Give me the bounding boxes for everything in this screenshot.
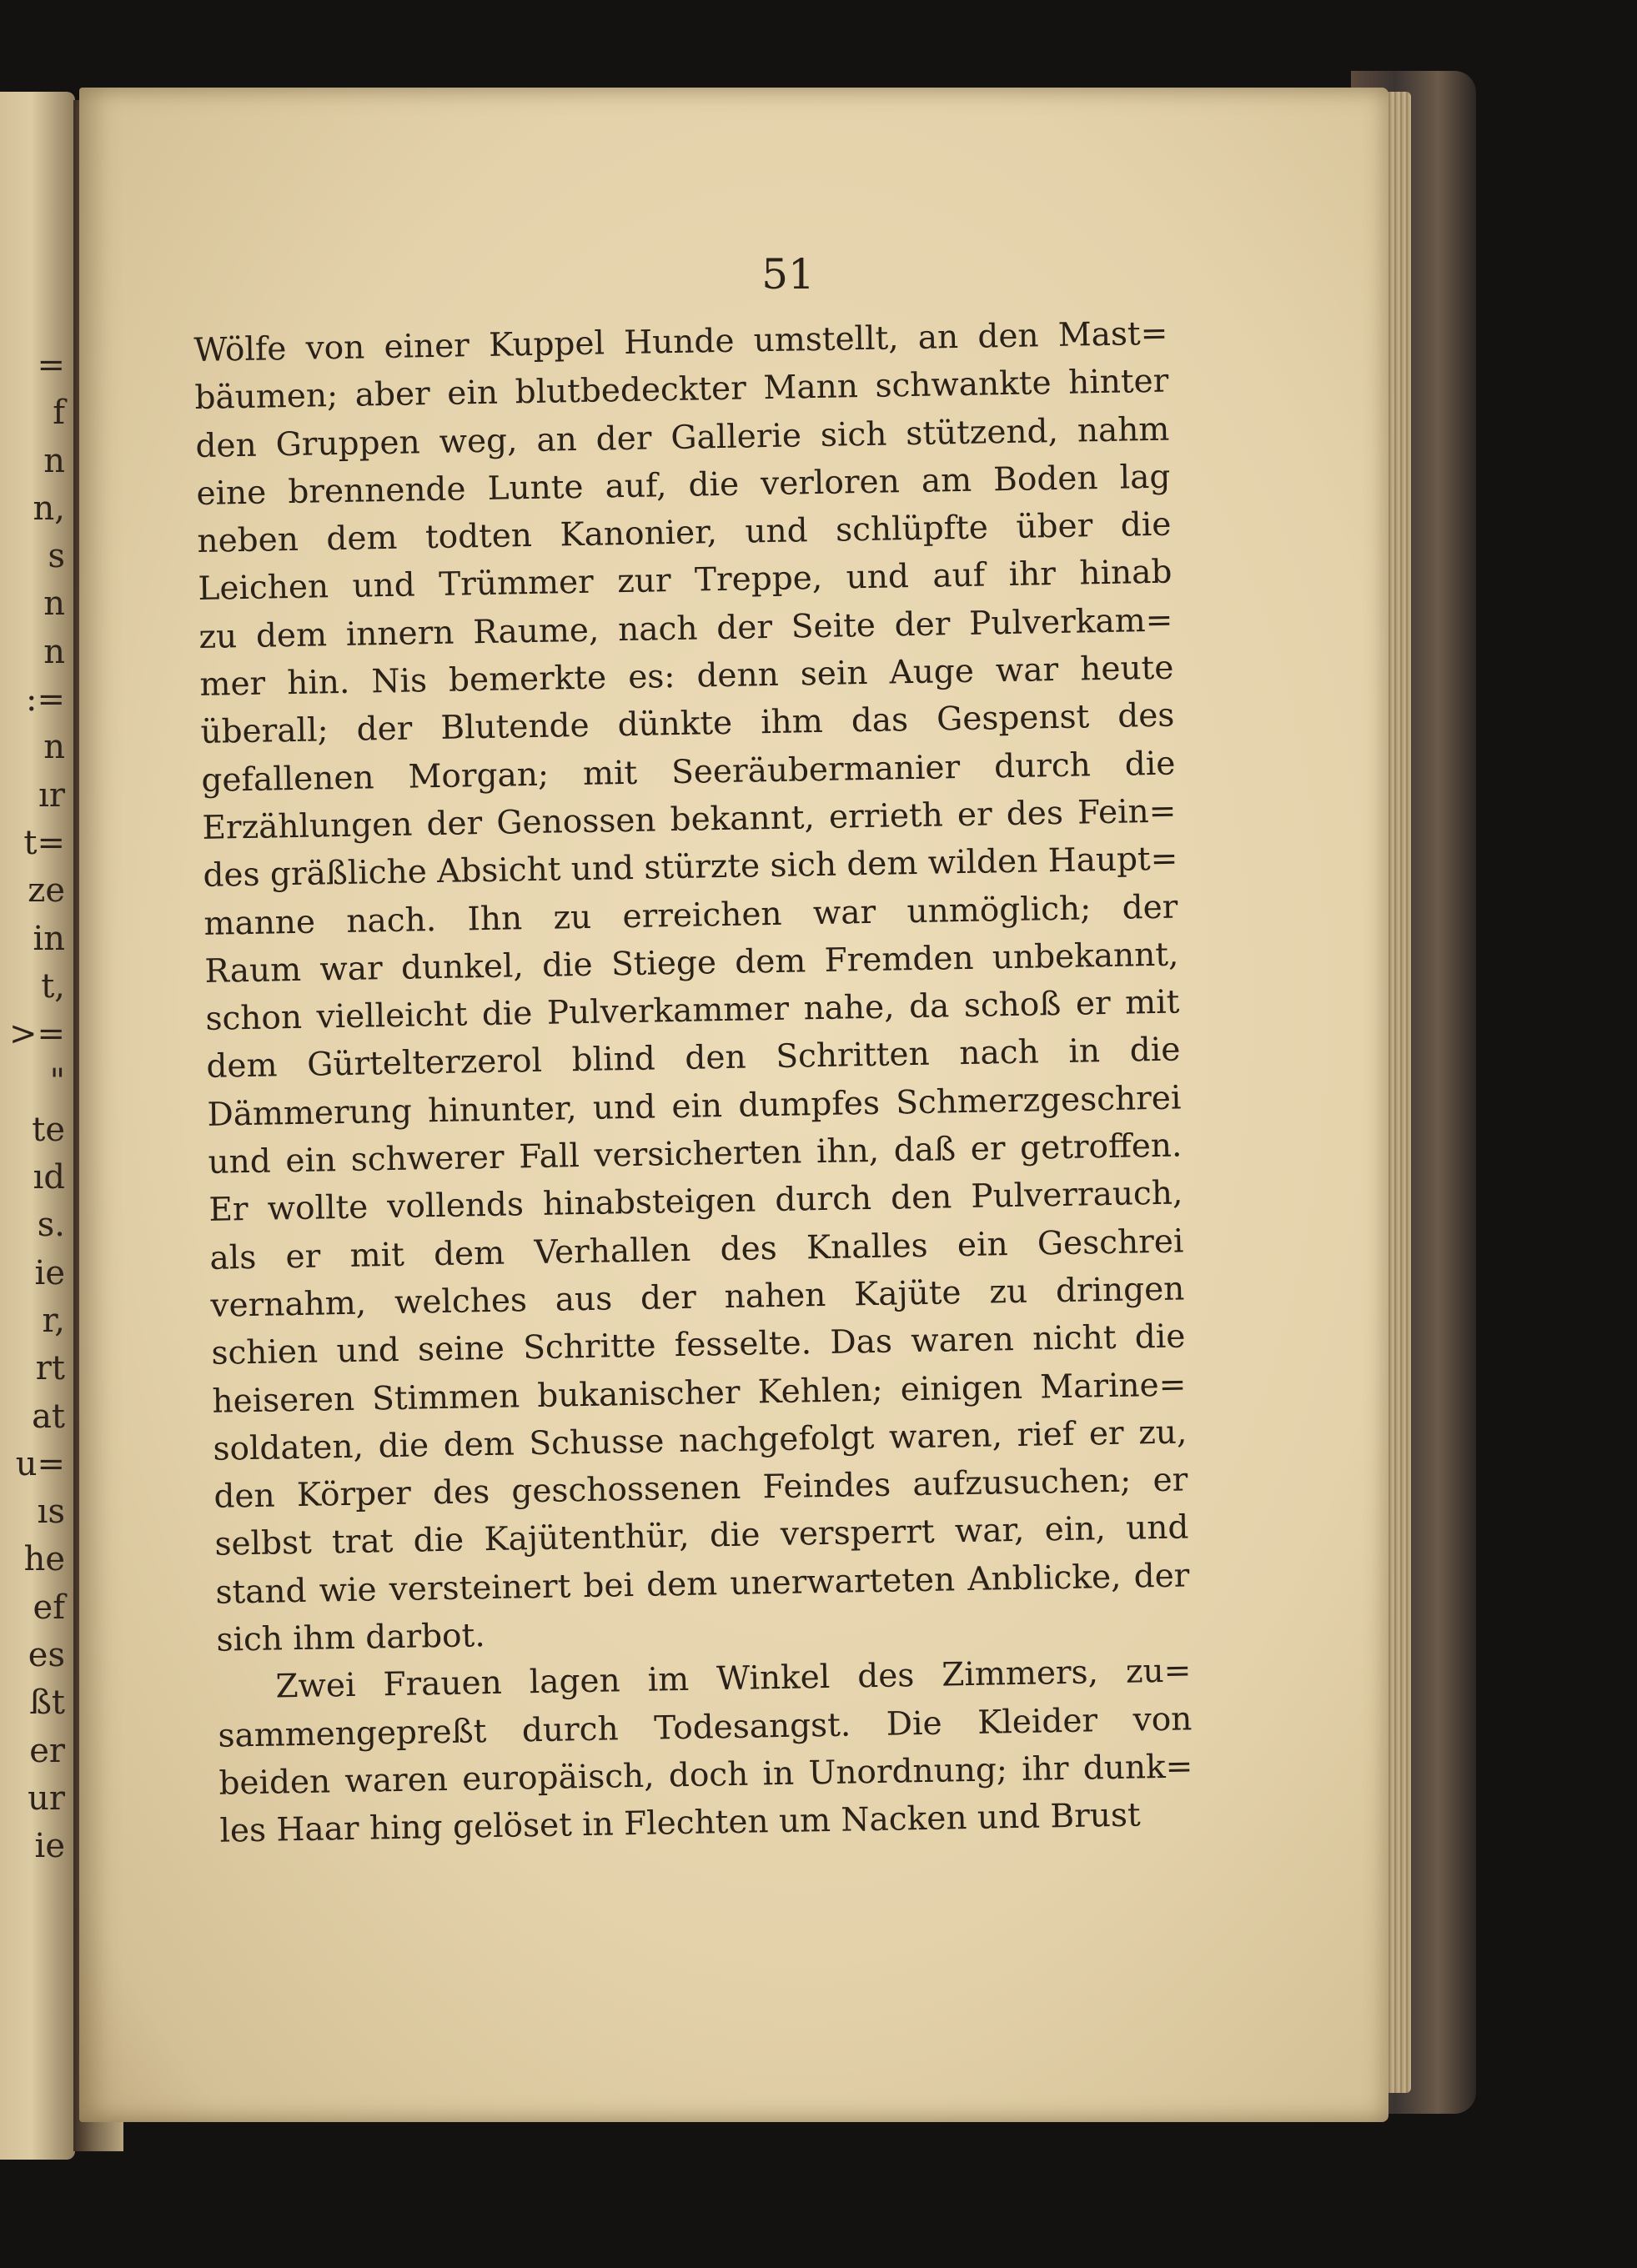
text-line: les Haar hing gelöset in Flechten um Nacken und Brust [219,1796,1141,1850]
text-line: den Körper des geschossenen Feindes aufzusuchen; er [213,1461,1188,1516]
text-line: vernahm, welches aus der nahen Kajüte zu dringen [210,1270,1185,1325]
left-page-fragment: := [26,680,65,720]
text-line: neben dem todten Kanonier, und schlüpfte über die [197,505,1172,561]
text-line: manne nach. Ihn zu erreichen war unmöglich; der [203,888,1178,943]
text-line: Erzählungen der Genossen bekannt, errieth er des Fein= [202,792,1177,847]
left-page-fragment: r, [42,1301,65,1340]
left-page-fragment: ef [33,1588,65,1627]
left-page-fragment: t= [23,823,65,862]
left-page-fragment: >= [8,1015,65,1054]
text-line: mer hin. Nis bemerkte es: denn sein Auge war heute [199,649,1174,705]
left-page-fragment: n, [33,489,65,528]
left-page-fragment: t, [41,966,65,1006]
text-line: gefallenen Morgan; mit Seeräubermanier durch die [201,745,1176,800]
left-page-fragment: in [33,919,65,958]
text-line: Zwei Frauen lagen im Winkel des Zimmers, zu= [275,1652,1192,1706]
left-page-fragment: ze [28,871,65,911]
text-line: stand wie versteinert bei dem unerwarteten Anblicke, der [215,1557,1190,1612]
left-page-fragment: u= [15,1444,65,1483]
left-page-fragment: ıd [33,1158,65,1197]
text-line: soldaten, die dem Schusse nachgefolgt waren, rief er zu, [213,1413,1188,1468]
text-line: Raum war dunkel, die Stiege dem Fremden unbekannt, [204,936,1179,991]
left-page-fragment: n [43,632,65,671]
left-page-fragments [3,342,70,1871]
left-page-fragment: te [32,1110,65,1149]
text-line: bäumen; aber ein blutbedeckter Mann schwankte hinter [194,362,1169,418]
text-line: schon vielleicht die Pulverkammer nahe, da schoß er mit [205,983,1180,1039]
left-page-fragment: f [53,394,65,433]
left-page-fragment: es [28,1636,65,1675]
left-page-fragment: ie [34,1827,65,1866]
text-line: Wölfe von einer Kuppel Hunde umstellt, an den Mast= [193,314,1168,369]
left-page-fragment: ur [28,1779,65,1818]
text-line: und ein schwerer Fall versicherten ihn, daß er getroffen. [208,1126,1183,1182]
text-line: eine brennende Lunte auf, die verloren am Boden lag [196,458,1171,513]
left-page-fragment: ır [38,775,65,815]
text-line: heiseren Stimmen bukanischer Kehlen; einigen Marine= [212,1365,1187,1421]
left-page-fragment: ıs [37,1493,65,1532]
text-line: Leichen und Trümmer zur Treppe, und auf ihr hinab [198,554,1173,609]
text-line: beiden waren europäisch, doch in Unordnung; ihr dunk= [218,1748,1193,1803]
page-number: 51 [761,250,815,299]
left-page-fragment: rt [35,1349,65,1388]
left-page-fragment: ßt [29,1683,65,1723]
left-page-fragment: n [43,728,65,767]
left-page-fragment: he [23,1540,65,1579]
text-line: sich ihm darbot. [216,1617,486,1659]
left-page-edge [0,92,75,2160]
text-line: des gräßliche Absicht und stürzte sich dem wilden Haupt= [203,840,1178,896]
text-line: überall; der Blutende dünkte ihm das Gespenst des [200,696,1175,752]
text-line: als er mit dem Verhallen des Knalles ein Geschrei [209,1222,1184,1277]
left-page-fragment: n [43,585,65,624]
text-line: selbst trat die Kajütenthür, die versperrt war, ein, und [214,1508,1189,1564]
text-line: zu dem innern Raume, nach der Seite der Pulverkam= [198,601,1173,656]
left-page-fragment: er [29,1731,65,1770]
left-page-fragment: = [37,346,65,384]
left-page-fragment: ie [34,1253,65,1292]
left-page-fragment: s. [37,1206,65,1245]
text-line: sammengepreßt durch Todesangst. Die Kleider von [218,1699,1193,1755]
left-page-fragment: s [48,537,65,576]
left-page-fragment: " [49,1062,65,1101]
text-line: schien und seine Schritte fesselte. Das waren nicht die [211,1317,1186,1373]
text-line: den Gruppen weg, an der Gallerie sich stützend, nahm [195,410,1170,465]
text-line: dem Gürtelterzerol blind den Schritten nach in die [206,1031,1181,1086]
text-line: Er wollte vollends hinabsteigen durch den Pulverrauch, [208,1174,1183,1230]
text-line: Dämmerung hinunter, und ein dumpfes Schmerzgeschrei [207,1079,1182,1134]
page-body-text [193,310,1194,1856]
left-page-fragment: at [32,1397,65,1436]
left-page-fragment: n [43,441,65,480]
